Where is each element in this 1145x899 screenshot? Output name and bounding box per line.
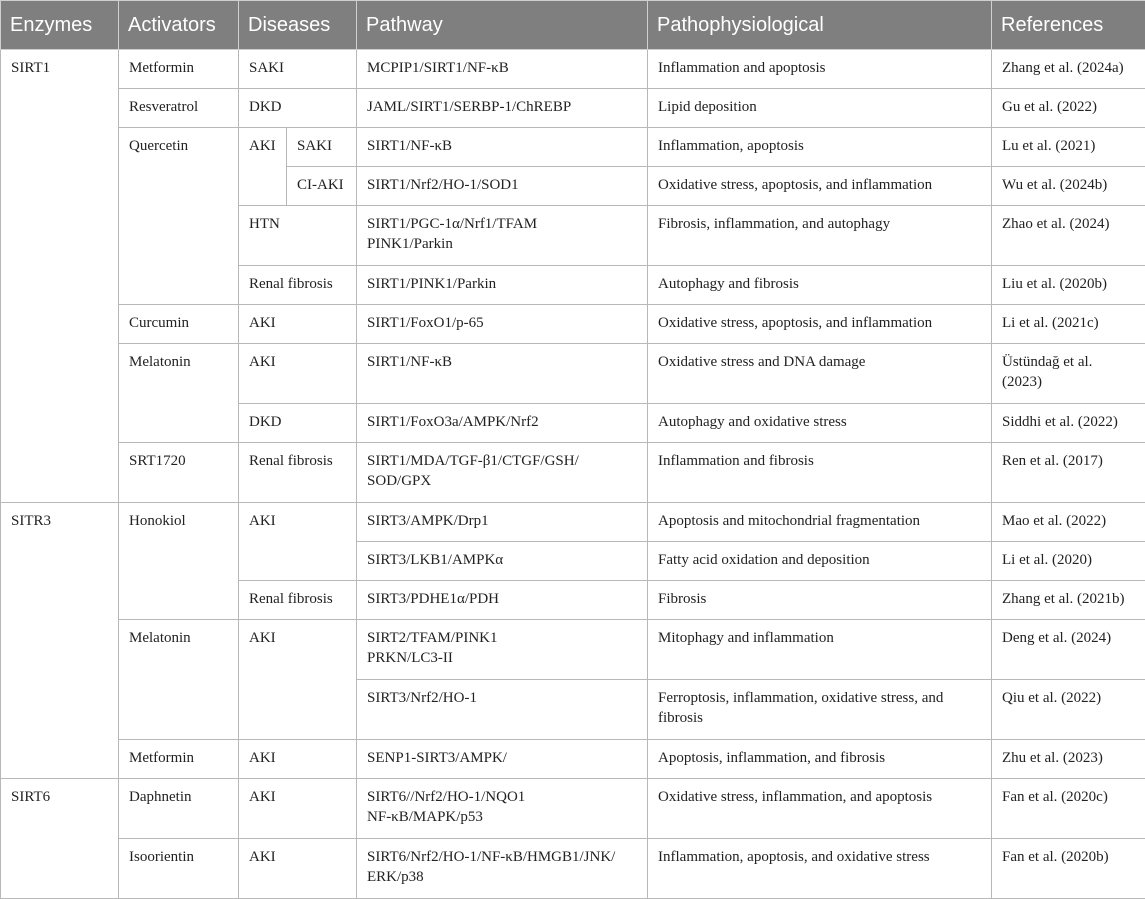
table-row xyxy=(1,443,1145,503)
disease-cell: AKI xyxy=(239,620,357,740)
reference-cell: Qiu et al. (2022) xyxy=(992,680,1145,740)
pathway-cell: JAML/SIRT1/SERBP-1/ChREBP xyxy=(357,89,648,128)
patho-cell: Inflammation, apoptosis, and oxidative stress xyxy=(648,839,992,899)
patho-cell: Ferroptosis, inflammation, oxidative stress, and fibrosis xyxy=(648,680,992,740)
patho-cell: Apoptosis and mitochondrial fragmentation xyxy=(648,503,992,542)
disease-cell: Renal fibrosis xyxy=(239,266,357,305)
reference-cell: Zhao et al. (2024) xyxy=(992,206,1145,266)
pathway-cell: SIRT1/NF-κB xyxy=(357,344,648,404)
reference-cell: Li et al. (2020) xyxy=(992,542,1145,581)
disease-cell: SAKI xyxy=(239,50,357,89)
subdisease-cell: SAKI xyxy=(287,128,357,167)
reference-cell: Fan et al. (2020b) xyxy=(992,839,1145,899)
patho-cell: Oxidative stress, inflammation, and apoptosis xyxy=(648,779,992,839)
table-header-row xyxy=(1,1,1145,50)
patho-cell: Lipid deposition xyxy=(648,89,992,128)
reference-cell: Zhang et al. (2021b) xyxy=(992,581,1145,620)
patho-cell: Autophagy and oxidative stress xyxy=(648,404,992,443)
patho-cell: Autophagy and fibrosis xyxy=(648,266,992,305)
enzyme-cell: SITR3 xyxy=(1,503,119,779)
reference-cell: Wu et al. (2024b) xyxy=(992,167,1145,206)
disease-cell: AKI xyxy=(239,344,357,404)
reference-cell: Li et al. (2021c) xyxy=(992,305,1145,344)
table-row xyxy=(1,50,1145,89)
pathway-cell: SIRT6/Nrf2/HO-1/NF-κB/HMGB1/JNK/ ERK/p38 xyxy=(357,839,648,899)
reference-cell: Gu et al. (2022) xyxy=(992,89,1145,128)
patho-cell: Fibrosis, inflammation, and autophagy xyxy=(648,206,992,266)
enzyme-cell: SIRT6 xyxy=(1,779,119,899)
reference-cell: Deng et al. (2024) xyxy=(992,620,1145,680)
pathway-cell: SIRT1/PINK1/Parkin xyxy=(357,266,648,305)
patho-cell: Oxidative stress and DNA damage xyxy=(648,344,992,404)
reference-cell: Ren et al. (2017) xyxy=(992,443,1145,503)
pathway-cell: SIRT2/TFAM/PINK1 PRKN/LC3-II xyxy=(357,620,648,680)
header-references: References xyxy=(992,1,1145,50)
patho-cell: Mitophagy and inflammation xyxy=(648,620,992,680)
patho-cell: Oxidative stress, apoptosis, and inflammation xyxy=(648,305,992,344)
activator-cell: Quercetin xyxy=(119,128,239,305)
pathway-cell: SENP1-SIRT3/AMPK/ xyxy=(357,740,648,779)
table-row xyxy=(1,305,1145,344)
disease-cell: DKD xyxy=(239,89,357,128)
pathway-cell: SIRT3/AMPK/Drp1 xyxy=(357,503,648,542)
patho-cell: Inflammation, apoptosis xyxy=(648,128,992,167)
patho-cell: Inflammation and fibrosis xyxy=(648,443,992,503)
activator-cell: Melatonin xyxy=(119,344,239,443)
reference-cell: Zhu et al. (2023) xyxy=(992,740,1145,779)
pathway-cell: SIRT1/NF-κB xyxy=(357,128,648,167)
activator-cell: Metformin xyxy=(119,740,239,779)
table-row xyxy=(1,620,1145,680)
pathway-cell: MCPIP1/SIRT1/NF-κB xyxy=(357,50,648,89)
disease-cell: Renal fibrosis xyxy=(239,581,357,620)
pathway-cell: SIRT1/MDA/TGF-β1/CTGF/GSH/ SOD/GPX xyxy=(357,443,648,503)
enzyme-cell: SIRT1 xyxy=(1,50,119,503)
disease-cell: AKI xyxy=(239,779,357,839)
reference-cell: Siddhi et al. (2022) xyxy=(992,404,1145,443)
reference-cell: Liu et al. (2020b) xyxy=(992,266,1145,305)
disease-cell: HTN xyxy=(239,206,357,266)
disease-cell: AKI xyxy=(239,305,357,344)
disease-cell: AKI xyxy=(239,839,357,899)
activator-cell: Resveratrol xyxy=(119,89,239,128)
activator-cell: Curcumin xyxy=(119,305,239,344)
reference-cell: Lu et al. (2021) xyxy=(992,128,1145,167)
activator-cell: Melatonin xyxy=(119,620,239,740)
header-diseases: Diseases xyxy=(239,1,357,50)
table-row xyxy=(1,839,1145,899)
disease-cell: DKD xyxy=(239,404,357,443)
disease-cell: AKI xyxy=(239,740,357,779)
pathway-cell: SIRT1/FoxO3a/AMPK/Nrf2 xyxy=(357,404,648,443)
header-pathophysiological: Pathophysiological xyxy=(648,1,992,50)
table-row xyxy=(1,503,1145,542)
header-enzymes: Enzymes xyxy=(1,1,119,50)
disease-cell: AKI xyxy=(239,128,287,206)
table-row xyxy=(1,128,1145,167)
reference-cell: Üstündağ et al. (2023) xyxy=(992,344,1145,404)
patho-cell: Apoptosis, inflammation, and fibrosis xyxy=(648,740,992,779)
table-row xyxy=(1,89,1145,128)
header-pathway: Pathway xyxy=(357,1,648,50)
table-row xyxy=(1,344,1145,404)
disease-cell: Renal fibrosis xyxy=(239,443,357,503)
table-row xyxy=(1,779,1145,839)
reference-cell: Fan et al. (2020c) xyxy=(992,779,1145,839)
patho-cell: Fibrosis xyxy=(648,581,992,620)
pathway-cell: SIRT3/PDHE1α/PDH xyxy=(357,581,648,620)
header-activators: Activators xyxy=(119,1,239,50)
activator-cell: Metformin xyxy=(119,50,239,89)
activator-cell: Honokiol xyxy=(119,503,239,620)
table-row xyxy=(1,740,1145,779)
pathway-cell: SIRT1/PGC-1α/Nrf1/TFAM PINK1/Parkin xyxy=(357,206,648,266)
pathway-cell: SIRT1/FoxO1/p-65 xyxy=(357,305,648,344)
patho-cell: Oxidative stress, apoptosis, and inflammation xyxy=(648,167,992,206)
pathway-cell: SIRT3/LKB1/AMPKα xyxy=(357,542,648,581)
activator-cell: Isoorientin xyxy=(119,839,239,899)
reference-cell: Mao et al. (2022) xyxy=(992,503,1145,542)
patho-cell: Fatty acid oxidation and deposition xyxy=(648,542,992,581)
subdisease-cell: CI-AKI xyxy=(287,167,357,206)
activator-cell: Daphnetin xyxy=(119,779,239,839)
pathway-cell: SIRT1/Nrf2/HO-1/SOD1 xyxy=(357,167,648,206)
activator-cell: SRT1720 xyxy=(119,443,239,503)
pathway-cell: SIRT6//Nrf2/HO-1/NQO1 NF-κB/MAPK/p53 xyxy=(357,779,648,839)
disease-cell: AKI xyxy=(239,503,357,581)
patho-cell: Inflammation and apoptosis xyxy=(648,50,992,89)
reference-cell: Zhang et al. (2024a) xyxy=(992,50,1145,89)
pathway-cell: SIRT3/Nrf2/HO-1 xyxy=(357,680,648,740)
